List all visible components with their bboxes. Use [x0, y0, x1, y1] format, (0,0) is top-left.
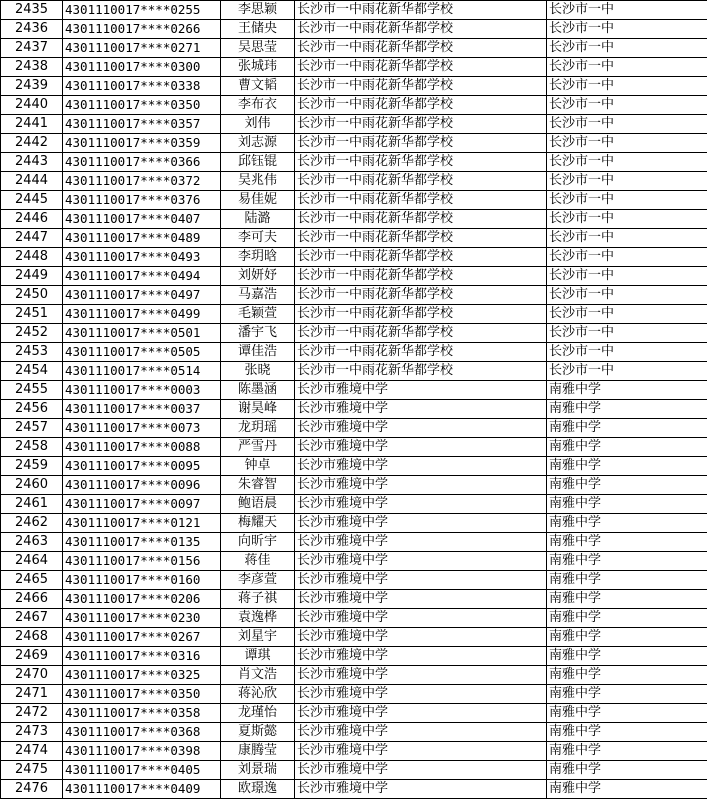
student-name-cell: 梅耀天 — [221, 514, 295, 533]
serial-number-cell: 2472 — [1, 704, 63, 723]
origin-school-cell: 长沙市一中 — [547, 115, 707, 134]
id-number-cell: 4301110017****0405 — [63, 761, 221, 780]
id-number-cell: 4301110017****0096 — [63, 476, 221, 495]
table-row — [1, 742, 707, 761]
serial-number-cell: 2461 — [1, 495, 63, 514]
table-row — [1, 134, 707, 153]
serial-number-cell: 2441 — [1, 115, 63, 134]
serial-number-cell: 2438 — [1, 58, 63, 77]
serial-number-cell: 2465 — [1, 571, 63, 590]
id-number-cell: 4301110017****0505 — [63, 343, 221, 362]
serial-number-cell: 2469 — [1, 647, 63, 666]
serial-number-cell: 2446 — [1, 210, 63, 229]
table-row — [1, 172, 707, 191]
serial-number-cell: 2449 — [1, 267, 63, 286]
student-name-cell: 王储央 — [221, 20, 295, 39]
serial-number-cell: 2455 — [1, 381, 63, 400]
table-row — [1, 77, 707, 96]
school-cell: 长沙市雅境中学 — [295, 476, 547, 495]
serial-number-cell: 2453 — [1, 343, 63, 362]
student-name-cell: 潘宇飞 — [221, 324, 295, 343]
id-number-cell: 4301110017****0407 — [63, 210, 221, 229]
serial-number-cell: 2463 — [1, 533, 63, 552]
id-number-cell: 4301110017****0230 — [63, 609, 221, 628]
table-row — [1, 324, 707, 343]
table-row — [1, 210, 707, 229]
origin-school-cell: 南雅中学 — [547, 780, 707, 799]
school-cell: 长沙市雅境中学 — [295, 381, 547, 400]
id-number-cell: 4301110017****0350 — [63, 96, 221, 115]
id-number-cell: 4301110017****0366 — [63, 153, 221, 172]
serial-number-cell: 2437 — [1, 39, 63, 58]
serial-number-cell: 2467 — [1, 609, 63, 628]
origin-school-cell: 长沙市一中 — [547, 58, 707, 77]
id-number-cell: 4301110017****0350 — [63, 685, 221, 704]
id-number-cell: 4301110017****0497 — [63, 286, 221, 305]
school-cell: 长沙市一中雨花新华都学校 — [295, 305, 547, 324]
origin-school-cell: 南雅中学 — [547, 590, 707, 609]
serial-number-cell: 2470 — [1, 666, 63, 685]
student-name-cell: 李彦萱 — [221, 571, 295, 590]
serial-number-cell: 2439 — [1, 77, 63, 96]
id-number-cell: 4301110017****0037 — [63, 400, 221, 419]
origin-school-cell: 南雅中学 — [547, 685, 707, 704]
origin-school-cell: 南雅中学 — [547, 552, 707, 571]
id-number-cell: 4301110017****0398 — [63, 742, 221, 761]
serial-number-cell: 2471 — [1, 685, 63, 704]
origin-school-cell: 南雅中学 — [547, 628, 707, 647]
school-cell: 长沙市雅境中学 — [295, 628, 547, 647]
id-number-cell: 4301110017****0316 — [63, 647, 221, 666]
id-number-cell: 4301110017****0494 — [63, 267, 221, 286]
origin-school-cell: 长沙市一中 — [547, 172, 707, 191]
student-name-cell: 毛颖萱 — [221, 305, 295, 324]
origin-school-cell: 南雅中学 — [547, 495, 707, 514]
id-number-cell: 4301110017****0409 — [63, 780, 221, 799]
serial-number-cell: 2457 — [1, 419, 63, 438]
student-name-cell: 曹文韬 — [221, 77, 295, 96]
school-cell: 长沙市一中雨花新华都学校 — [295, 96, 547, 115]
id-number-cell: 4301110017****0156 — [63, 552, 221, 571]
origin-school-cell: 南雅中学 — [547, 476, 707, 495]
school-cell: 长沙市一中雨花新华都学校 — [295, 286, 547, 305]
school-cell: 长沙市雅境中学 — [295, 609, 547, 628]
school-cell: 长沙市一中雨花新华都学校 — [295, 20, 547, 39]
table-row — [1, 20, 707, 39]
table-row — [1, 96, 707, 115]
id-number-cell: 4301110017****0372 — [63, 172, 221, 191]
student-name-cell: 谭琪 — [221, 647, 295, 666]
school-cell: 长沙市雅境中学 — [295, 552, 547, 571]
origin-school-cell: 长沙市一中 — [547, 153, 707, 172]
student-name-cell: 康腾莹 — [221, 742, 295, 761]
origin-school-cell: 南雅中学 — [547, 723, 707, 742]
school-cell: 长沙市一中雨花新华都学校 — [295, 210, 547, 229]
student-name-cell: 陈墨涵 — [221, 381, 295, 400]
school-cell: 长沙市雅境中学 — [295, 571, 547, 590]
id-number-cell: 4301110017****0357 — [63, 115, 221, 134]
school-cell: 长沙市一中雨花新华都学校 — [295, 134, 547, 153]
school-cell: 长沙市雅境中学 — [295, 533, 547, 552]
table-row — [1, 457, 707, 476]
student-name-cell: 严雪丹 — [221, 438, 295, 457]
serial-number-cell: 2460 — [1, 476, 63, 495]
table-row — [1, 571, 707, 590]
origin-school-cell: 南雅中学 — [547, 457, 707, 476]
id-number-cell: 4301110017****0514 — [63, 362, 221, 381]
table-row — [1, 723, 707, 742]
id-number-cell: 4301110017****0368 — [63, 723, 221, 742]
origin-school-cell: 南雅中学 — [547, 381, 707, 400]
student-name-cell: 蒋佳 — [221, 552, 295, 571]
serial-number-cell: 2454 — [1, 362, 63, 381]
student-name-cell: 陆潞 — [221, 210, 295, 229]
table-row — [1, 438, 707, 457]
school-cell: 长沙市一中雨花新华都学校 — [295, 229, 547, 248]
table-row — [1, 552, 707, 571]
school-cell: 长沙市雅境中学 — [295, 590, 547, 609]
serial-number-cell: 2466 — [1, 590, 63, 609]
school-cell: 长沙市一中雨花新华都学校 — [295, 172, 547, 191]
serial-number-cell: 2442 — [1, 134, 63, 153]
id-number-cell: 4301110017****0121 — [63, 514, 221, 533]
table-row — [1, 628, 707, 647]
origin-school-cell: 长沙市一中 — [547, 96, 707, 115]
serial-number-cell: 2450 — [1, 286, 63, 305]
origin-school-cell: 南雅中学 — [547, 647, 707, 666]
table-row — [1, 305, 707, 324]
serial-number-cell: 2452 — [1, 324, 63, 343]
table-row — [1, 248, 707, 267]
origin-school-cell: 长沙市一中 — [547, 362, 707, 381]
school-cell: 长沙市一中雨花新华都学校 — [295, 39, 547, 58]
origin-school-cell: 长沙市一中 — [547, 229, 707, 248]
id-number-cell: 4301110017****0255 — [63, 1, 221, 20]
table-row — [1, 362, 707, 381]
id-number-cell: 4301110017****0160 — [63, 571, 221, 590]
school-cell: 长沙市雅境中学 — [295, 685, 547, 704]
school-cell: 长沙市一中雨花新华都学校 — [295, 58, 547, 77]
school-cell: 长沙市雅境中学 — [295, 647, 547, 666]
school-cell: 长沙市雅境中学 — [295, 666, 547, 685]
table-row — [1, 343, 707, 362]
school-cell: 长沙市雅境中学 — [295, 438, 547, 457]
id-number-cell: 4301110017****0073 — [63, 419, 221, 438]
origin-school-cell: 长沙市一中 — [547, 20, 707, 39]
student-name-cell: 向昕宇 — [221, 533, 295, 552]
school-cell: 长沙市雅境中学 — [295, 723, 547, 742]
student-name-cell: 刘志源 — [221, 134, 295, 153]
origin-school-cell: 长沙市一中 — [547, 286, 707, 305]
id-number-cell: 4301110017****0338 — [63, 77, 221, 96]
student-name-cell: 刘妍妤 — [221, 267, 295, 286]
student-name-cell: 鲍语晨 — [221, 495, 295, 514]
table-row — [1, 495, 707, 514]
school-cell: 长沙市雅境中学 — [295, 495, 547, 514]
serial-number-cell: 2456 — [1, 400, 63, 419]
serial-number-cell: 2440 — [1, 96, 63, 115]
table-row — [1, 381, 707, 400]
serial-number-cell: 2445 — [1, 191, 63, 210]
origin-school-cell: 长沙市一中 — [547, 134, 707, 153]
school-cell: 长沙市一中雨花新华都学校 — [295, 191, 547, 210]
school-cell: 长沙市雅境中学 — [295, 419, 547, 438]
serial-number-cell: 2435 — [1, 1, 63, 20]
table-row — [1, 533, 707, 552]
student-name-cell: 吴思莹 — [221, 39, 295, 58]
id-number-cell: 4301110017****0358 — [63, 704, 221, 723]
id-number-cell: 4301110017****0325 — [63, 666, 221, 685]
student-name-cell: 谭佳浩 — [221, 343, 295, 362]
serial-number-cell: 2458 — [1, 438, 63, 457]
id-number-cell: 4301110017****0088 — [63, 438, 221, 457]
origin-school-cell: 南雅中学 — [547, 419, 707, 438]
origin-school-cell: 南雅中学 — [547, 761, 707, 780]
id-number-cell: 4301110017****0097 — [63, 495, 221, 514]
student-name-cell: 蒋子祺 — [221, 590, 295, 609]
school-cell: 长沙市一中雨花新华都学校 — [295, 362, 547, 381]
table-row — [1, 286, 707, 305]
origin-school-cell: 南雅中学 — [547, 571, 707, 590]
table-row — [1, 590, 707, 609]
student-name-cell: 夏斯懿 — [221, 723, 295, 742]
table-row — [1, 761, 707, 780]
school-cell: 长沙市雅境中学 — [295, 704, 547, 723]
table-row — [1, 400, 707, 419]
origin-school-cell: 南雅中学 — [547, 514, 707, 533]
id-number-cell: 4301110017****0135 — [63, 533, 221, 552]
origin-school-cell: 南雅中学 — [547, 609, 707, 628]
serial-number-cell: 2475 — [1, 761, 63, 780]
serial-number-cell: 2459 — [1, 457, 63, 476]
id-number-cell: 4301110017****0300 — [63, 58, 221, 77]
serial-number-cell: 2451 — [1, 305, 63, 324]
id-number-cell: 4301110017****0501 — [63, 324, 221, 343]
student-name-cell: 邱钰锟 — [221, 153, 295, 172]
school-cell: 长沙市雅境中学 — [295, 514, 547, 533]
serial-number-cell: 2444 — [1, 172, 63, 191]
school-cell: 长沙市一中雨花新华都学校 — [295, 1, 547, 20]
table-row — [1, 780, 707, 799]
serial-number-cell: 2436 — [1, 20, 63, 39]
id-number-cell: 4301110017****0095 — [63, 457, 221, 476]
serial-number-cell: 2476 — [1, 780, 63, 799]
table-row — [1, 191, 707, 210]
table-row — [1, 514, 707, 533]
table-row — [1, 647, 707, 666]
student-name-cell: 钟卓 — [221, 457, 295, 476]
serial-number-cell: 2464 — [1, 552, 63, 571]
origin-school-cell: 长沙市一中 — [547, 248, 707, 267]
student-name-cell: 蒋沁欣 — [221, 685, 295, 704]
student-name-cell: 李思颖 — [221, 1, 295, 20]
origin-school-cell: 长沙市一中 — [547, 305, 707, 324]
school-cell: 长沙市一中雨花新华都学校 — [295, 267, 547, 286]
table-row — [1, 267, 707, 286]
origin-school-cell: 长沙市一中 — [547, 210, 707, 229]
table-row — [1, 229, 707, 248]
id-number-cell: 4301110017****0206 — [63, 590, 221, 609]
table-row — [1, 666, 707, 685]
table-row — [1, 115, 707, 134]
table-row — [1, 476, 707, 495]
school-cell: 长沙市雅境中学 — [295, 457, 547, 476]
serial-number-cell: 2473 — [1, 723, 63, 742]
table-row — [1, 153, 707, 172]
table-row — [1, 419, 707, 438]
school-cell: 长沙市一中雨花新华都学校 — [295, 77, 547, 96]
student-name-cell: 刘星宇 — [221, 628, 295, 647]
school-cell: 长沙市一中雨花新华都学校 — [295, 343, 547, 362]
id-number-cell: 4301110017****0489 — [63, 229, 221, 248]
student-name-cell: 李布衣 — [221, 96, 295, 115]
table-row — [1, 58, 707, 77]
school-cell: 长沙市雅境中学 — [295, 742, 547, 761]
student-name-cell: 谢昊峰 — [221, 400, 295, 419]
table-row — [1, 609, 707, 628]
student-name-cell: 刘伟 — [221, 115, 295, 134]
student-name-cell: 吴兆伟 — [221, 172, 295, 191]
school-cell: 长沙市一中雨花新华都学校 — [295, 324, 547, 343]
origin-school-cell: 长沙市一中 — [547, 77, 707, 96]
student-name-cell: 刘景瑞 — [221, 761, 295, 780]
origin-school-cell: 长沙市一中 — [547, 39, 707, 58]
origin-school-cell: 长沙市一中 — [547, 1, 707, 20]
origin-school-cell: 长沙市一中 — [547, 343, 707, 362]
school-cell: 长沙市雅境中学 — [295, 400, 547, 419]
school-cell: 长沙市一中雨花新华都学校 — [295, 248, 547, 267]
origin-school-cell: 南雅中学 — [547, 666, 707, 685]
table-row — [1, 39, 707, 58]
student-name-cell: 欧璟逸 — [221, 780, 295, 799]
id-number-cell: 4301110017****0271 — [63, 39, 221, 58]
serial-number-cell: 2462 — [1, 514, 63, 533]
serial-number-cell: 2468 — [1, 628, 63, 647]
student-name-cell: 朱睿智 — [221, 476, 295, 495]
student-name-cell: 龙瑾怡 — [221, 704, 295, 723]
student-name-cell: 易佳妮 — [221, 191, 295, 210]
student-name-cell: 马嘉浩 — [221, 286, 295, 305]
school-cell: 长沙市一中雨花新华都学校 — [295, 153, 547, 172]
serial-number-cell: 2443 — [1, 153, 63, 172]
origin-school-cell: 南雅中学 — [547, 400, 707, 419]
school-cell: 长沙市雅境中学 — [295, 780, 547, 799]
id-number-cell: 4301110017****0266 — [63, 20, 221, 39]
roster-body — [1, 1, 707, 799]
id-number-cell: 4301110017****0376 — [63, 191, 221, 210]
origin-school-cell: 长沙市一中 — [547, 267, 707, 286]
student-name-cell: 袁逸桦 — [221, 609, 295, 628]
serial-number-cell: 2474 — [1, 742, 63, 761]
table-row — [1, 685, 707, 704]
origin-school-cell: 南雅中学 — [547, 533, 707, 552]
table-row — [1, 704, 707, 723]
id-number-cell: 4301110017****0003 — [63, 381, 221, 400]
table-row — [1, 1, 707, 20]
school-cell: 长沙市一中雨花新华都学校 — [295, 115, 547, 134]
serial-number-cell: 2448 — [1, 248, 63, 267]
student-name-cell: 李可夫 — [221, 229, 295, 248]
student-name-cell: 肖文浩 — [221, 666, 295, 685]
id-number-cell: 4301110017****0267 — [63, 628, 221, 647]
origin-school-cell: 南雅中学 — [547, 704, 707, 723]
student-name-cell: 张晓 — [221, 362, 295, 381]
origin-school-cell: 长沙市一中 — [547, 191, 707, 210]
origin-school-cell: 南雅中学 — [547, 742, 707, 761]
origin-school-cell: 长沙市一中 — [547, 324, 707, 343]
id-number-cell: 4301110017****0359 — [63, 134, 221, 153]
student-name-cell: 张城玮 — [221, 58, 295, 77]
student-name-cell: 李玥晗 — [221, 248, 295, 267]
school-cell: 长沙市雅境中学 — [295, 761, 547, 780]
id-number-cell: 4301110017****0493 — [63, 248, 221, 267]
origin-school-cell: 南雅中学 — [547, 438, 707, 457]
id-number-cell: 4301110017****0499 — [63, 305, 221, 324]
serial-number-cell: 2447 — [1, 229, 63, 248]
student-name-cell: 龙玥瑶 — [221, 419, 295, 438]
